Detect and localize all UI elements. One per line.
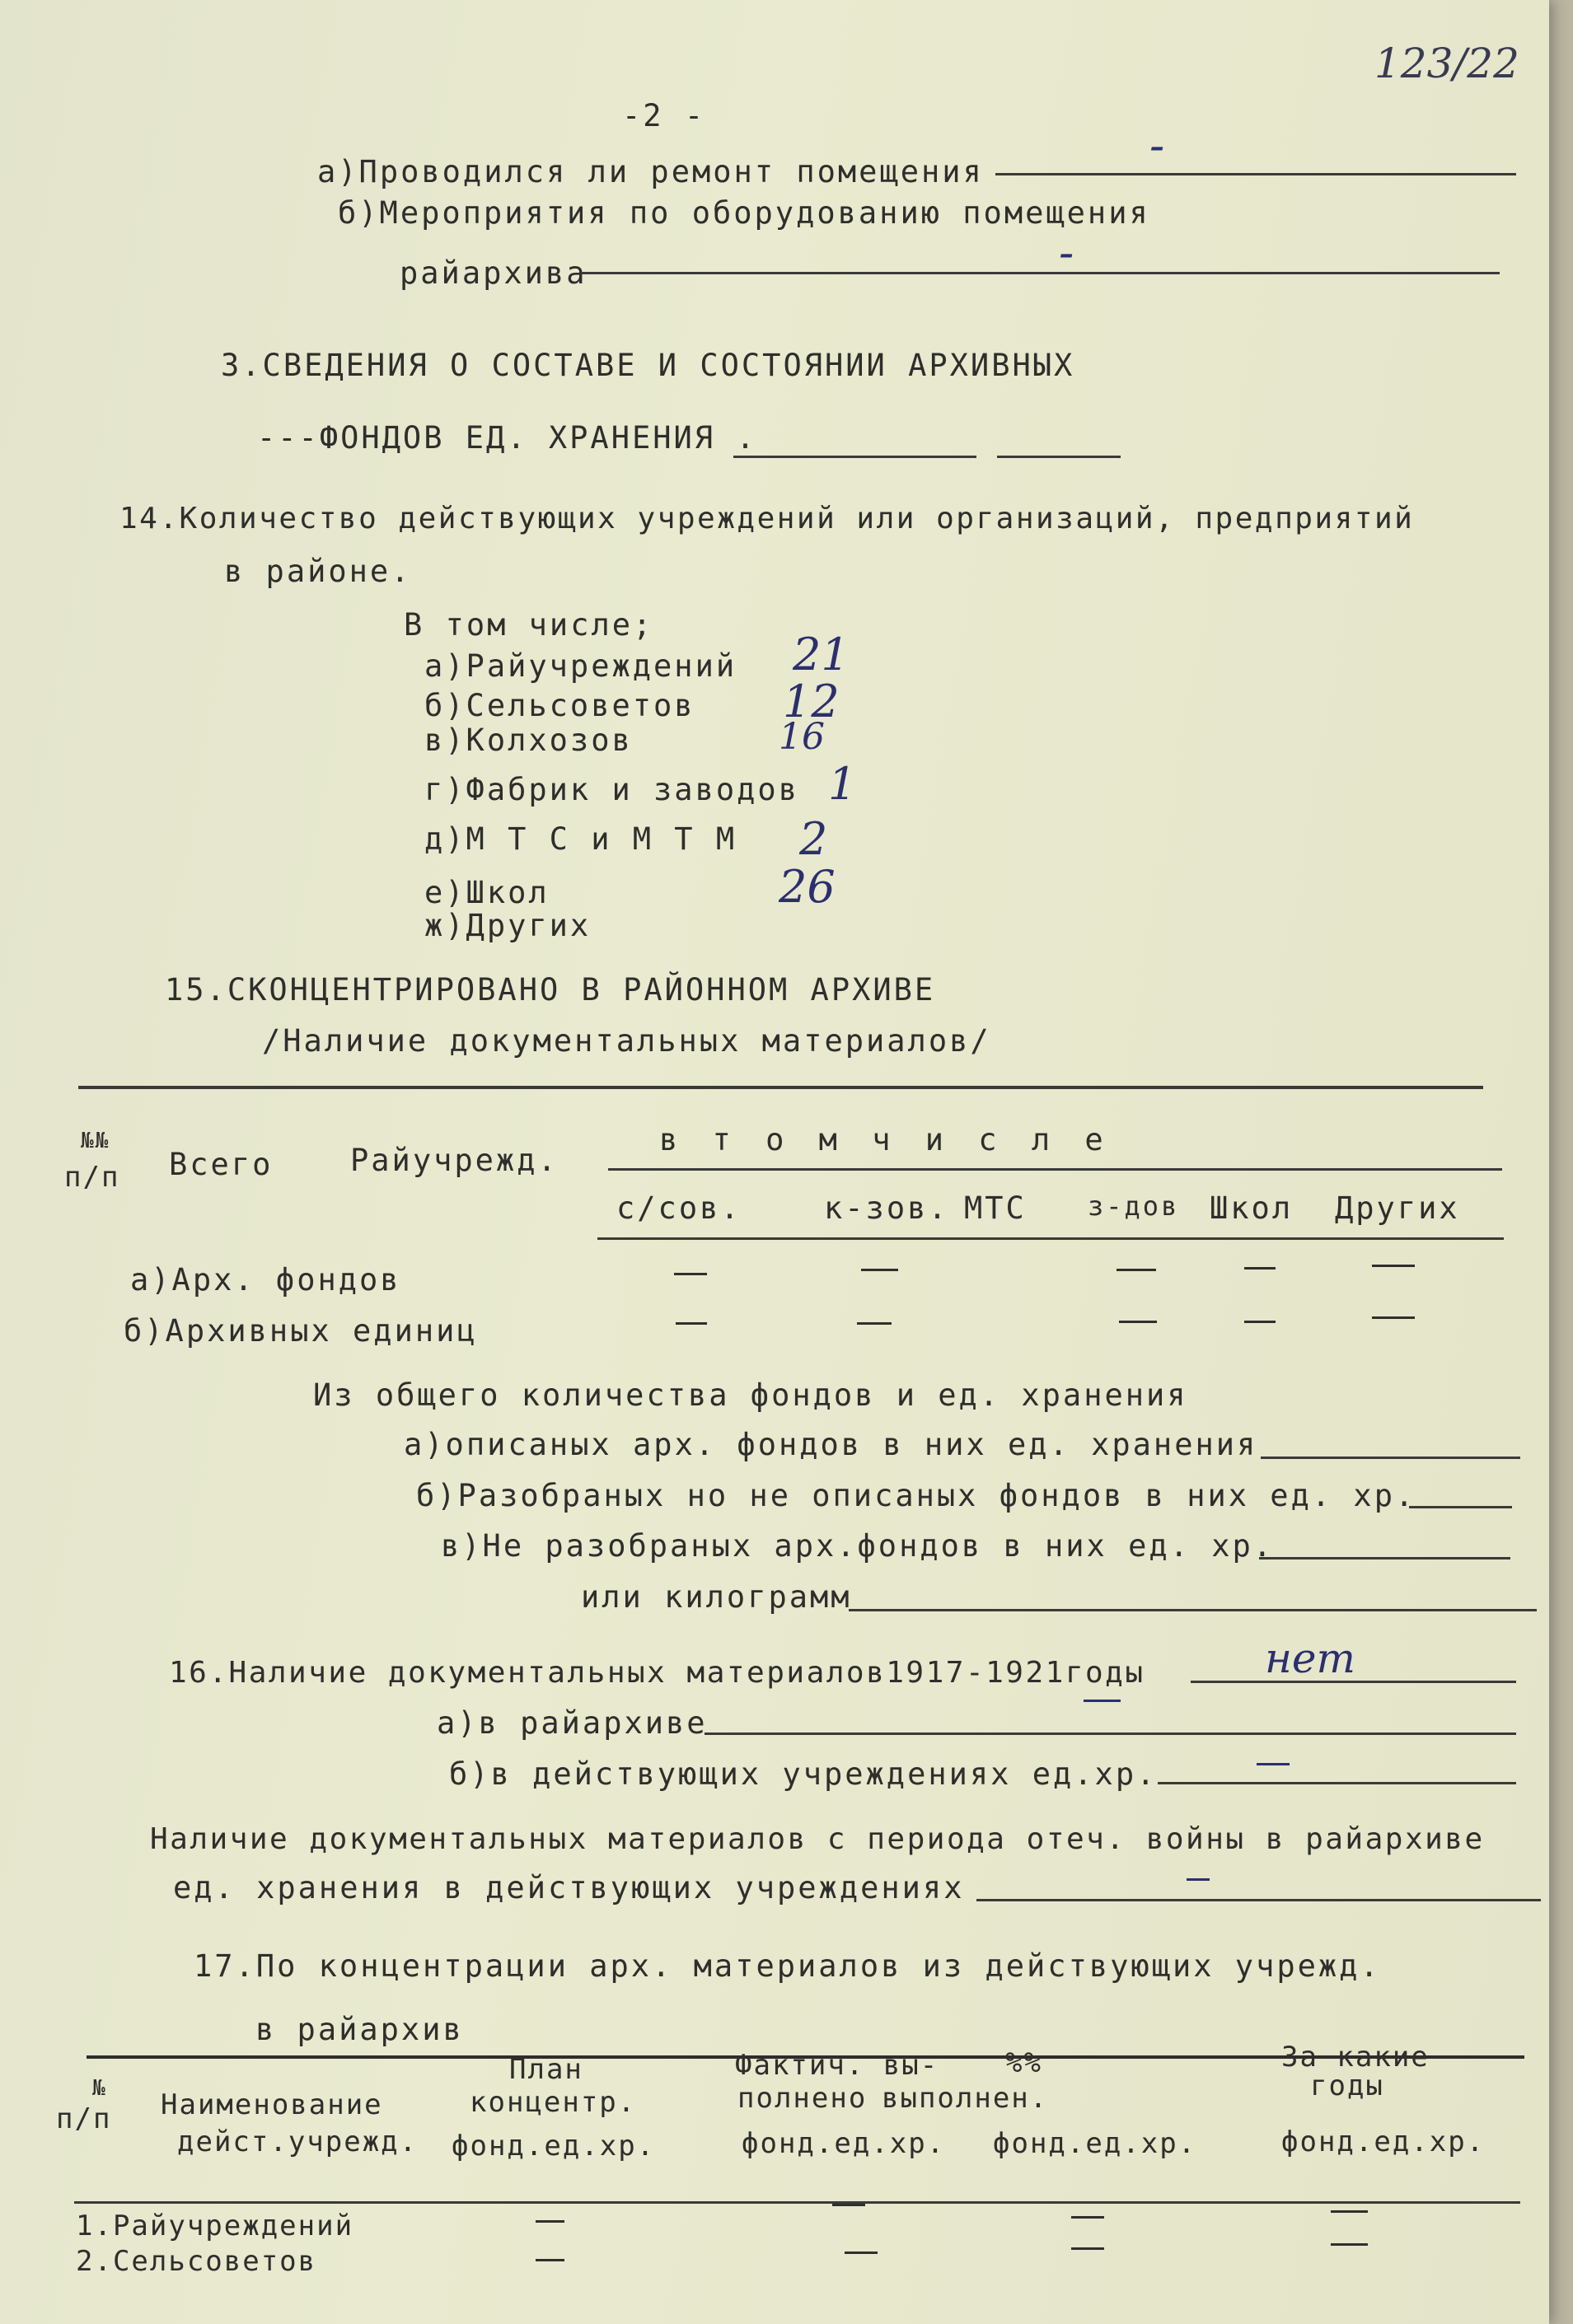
empty-cell-dash — [845, 2252, 878, 2254]
empty-cell-dash — [1244, 1321, 1276, 1323]
page-number: -2 - — [622, 98, 706, 133]
item-16-title: 16.Наличие документальных материалов1917-1921годы — [169, 1656, 1145, 1690]
item-14-row-label: ж)Других — [424, 908, 592, 943]
table-col-pct-1: %% — [1005, 2046, 1042, 2079]
empty-cell-dash — [536, 2220, 564, 2223]
table-row-label: а)Арх. фондов — [130, 1262, 401, 1298]
empty-cell-dash — [1071, 2247, 1104, 2250]
war-period-text: Наличие документальных материалов с периода отеч. войны в райархиве — [150, 1822, 1485, 1856]
table-col-rai: Райучрежд. — [350, 1143, 559, 1178]
table-sub-header-other: Других — [1335, 1190, 1460, 1226]
table-col-years-1: За какие — [1281, 2041, 1430, 2074]
item-14-row-value: 21 — [793, 629, 850, 680]
table-sub-header-kzov: к-зов. — [824, 1190, 949, 1226]
table-col-pct-2: выполнен. — [882, 2082, 1049, 2115]
item-16-sub-a-dash — [1084, 1700, 1121, 1702]
empty-cell-dash — [857, 1322, 892, 1325]
item-15-title: 15.СКОНЦЕНТРИРОВАНО В РАЙОННОМ АРХИВЕ — [165, 972, 936, 1008]
empty-cell-dash — [1331, 2243, 1368, 2246]
empty-cell-dash — [832, 2204, 865, 2206]
item-15-from-total: Из общего количества фондов и ед. хранения — [313, 1377, 1188, 1413]
item-14-including: В том числе; — [404, 607, 654, 643]
section-3-subtitle-line — [733, 456, 976, 458]
item-14-row-value: 12 — [783, 676, 840, 727]
empty-cell-dash — [676, 1322, 707, 1325]
item-b-answer-line — [581, 272, 1500, 274]
war-period-text-cont: ед. хранения в действующих учреждениях — [173, 1870, 965, 1905]
empty-cell-dash — [536, 2259, 564, 2261]
item-a-answer-line — [995, 173, 1516, 175]
table-sub-header-ssov: с/сов. — [616, 1190, 742, 1226]
table-sub-header-pct: фонд.ед.хр. — [993, 2127, 1197, 2160]
empty-cell-dash — [1244, 1267, 1276, 1270]
table-col-plan-2: концентр. — [470, 2086, 637, 2119]
item-15-sub-c: в)Не разобраных арх.фондов в них ед. хр. — [441, 1528, 1275, 1564]
table-col-num-bottom: п/п — [64, 1161, 120, 1194]
table-col-total: Всего — [169, 1147, 274, 1182]
table-sub-header-shkol: Школ — [1210, 1190, 1294, 1226]
empty-cell-dash — [1071, 2216, 1104, 2219]
item-17-title: 17.По концентрации арх. материалов из действующих учрежд. — [194, 1948, 1381, 1984]
item-15-sub-b: б)Разобраных но не описаных фондов в них ед. хр. — [416, 1478, 1416, 1513]
table-row-label: б)Архивных единиц — [124, 1313, 478, 1349]
empty-cell-dash — [1372, 1265, 1415, 1267]
table-sub-header-zdov: з-дов — [1088, 1190, 1180, 1222]
item-14-row-value: 16 — [779, 716, 825, 758]
empty-cell-dash — [1119, 1321, 1157, 1323]
item-16-sub-b-dash — [1257, 1763, 1290, 1765]
empty-cell-dash — [1331, 2210, 1368, 2213]
table-sub-header-fact: фонд.ед.хр. — [742, 2127, 946, 2160]
table-col-num-top: № — [92, 2076, 107, 2101]
item-16-answer: нет — [1265, 1634, 1355, 1682]
war-period-dash — [1187, 1878, 1210, 1881]
item-16-sub-b-line — [1158, 1782, 1516, 1784]
table-col-name-1: Наименование — [161, 2088, 383, 2121]
item-16-sub-b: б)в действующих учреждениях ед.хр. — [449, 1756, 1158, 1792]
table-col-name-2: дейст.учрежд. — [177, 2125, 419, 2158]
item-b-equipment-question: б)Мероприятия по оборудованию помещения — [338, 195, 1150, 231]
item-17-title-cont: в райархив — [255, 2012, 464, 2047]
table-col-plan-1: План — [509, 2053, 583, 2086]
item-15-sub-a: а)описаных арх. фондов в них ед. хранения — [404, 1427, 1258, 1462]
item-15-sub-a-line — [1261, 1457, 1520, 1459]
table-col-fact-2: полнено — [737, 2082, 868, 2115]
item-14-row-label: в)Колхозов — [424, 722, 633, 758]
item-14-row-value: 2 — [799, 813, 828, 865]
item-14-row-label: г)Фабрик и заводов — [424, 772, 799, 807]
item-14-row-label: б)Сельсоветов — [424, 688, 695, 723]
empty-cell-dash — [674, 1273, 707, 1275]
section-3-title: 3.СВЕДЕНИЯ О СОСТАВЕ И СОСТОЯНИИ АРХИВНЫХ — [221, 348, 1075, 383]
empty-cell-dash — [1372, 1316, 1415, 1319]
item-16-sub-a: а)в райархиве — [437, 1705, 708, 1741]
empty-cell-dash — [1117, 1269, 1156, 1271]
item-b-answer: - — [1059, 227, 1074, 278]
item-b-equipment-question-cont: райархива — [400, 255, 588, 291]
item-15-subtitle: /Наличие документальных материалов/ — [262, 1023, 991, 1059]
table-header-rule — [597, 1237, 1504, 1240]
item-15-sub-c-line — [1259, 1557, 1510, 1559]
item-a-repair-question: а)Проводился ли ремонт помещения — [317, 154, 984, 189]
item-16-sub-a-line — [705, 1732, 1516, 1735]
item-14-row-label: е)Школ — [424, 875, 550, 910]
item-15-sub-kg-line — [849, 1609, 1537, 1611]
table-row-label: 1.Райучреждений — [76, 2209, 354, 2242]
war-period-line — [976, 1899, 1541, 1901]
section-3-subtitle: ---ФОНДОВ ЕД. ХРАНЕНИЯ . — [257, 420, 757, 456]
item-14-row-label: д)М Т С и М Т М — [424, 821, 737, 857]
table-sub-header-plan: фонд.ед.хр. — [452, 2130, 656, 2163]
table-col-fact-1: Фактич. вы- — [735, 2049, 939, 2082]
corner-archive-note: 123/22 — [1374, 40, 1519, 87]
item-14-row-label: а)Райучреждений — [424, 648, 737, 684]
item-14-row-value: 26 — [779, 861, 836, 913]
table-top-rule — [78, 1086, 1483, 1089]
item-a-answer: - — [1149, 119, 1165, 171]
table-group-rule — [608, 1168, 1502, 1171]
section-3-subtitle-line-2 — [997, 456, 1121, 458]
empty-cell-dash — [861, 1269, 898, 1271]
table-header-rule — [74, 2201, 1520, 2204]
table-col-num-top: №№ — [81, 1129, 110, 1153]
table-sub-header-years: фонд.ед.хр. — [1281, 2125, 1486, 2158]
item-15-sub-kg: или килограмм — [581, 1579, 852, 1615]
table-sub-header-mts: МТС — [964, 1190, 1027, 1226]
item-14-text: 14.Количество действующих учреждений или организаций, предприятий — [119, 502, 1415, 535]
table-col-num-bottom: п/п — [56, 2102, 112, 2135]
table-col-years-2: годы — [1310, 2069, 1384, 2102]
table-group-header: в т о м ч и с л е — [659, 1122, 1112, 1157]
item-14-text-cont: в районе. — [224, 554, 412, 589]
item-14-row-value: 1 — [828, 758, 857, 810]
item-15-sub-b-line — [1409, 1506, 1512, 1508]
table-row-label: 2.Сельсоветов — [76, 2245, 317, 2278]
